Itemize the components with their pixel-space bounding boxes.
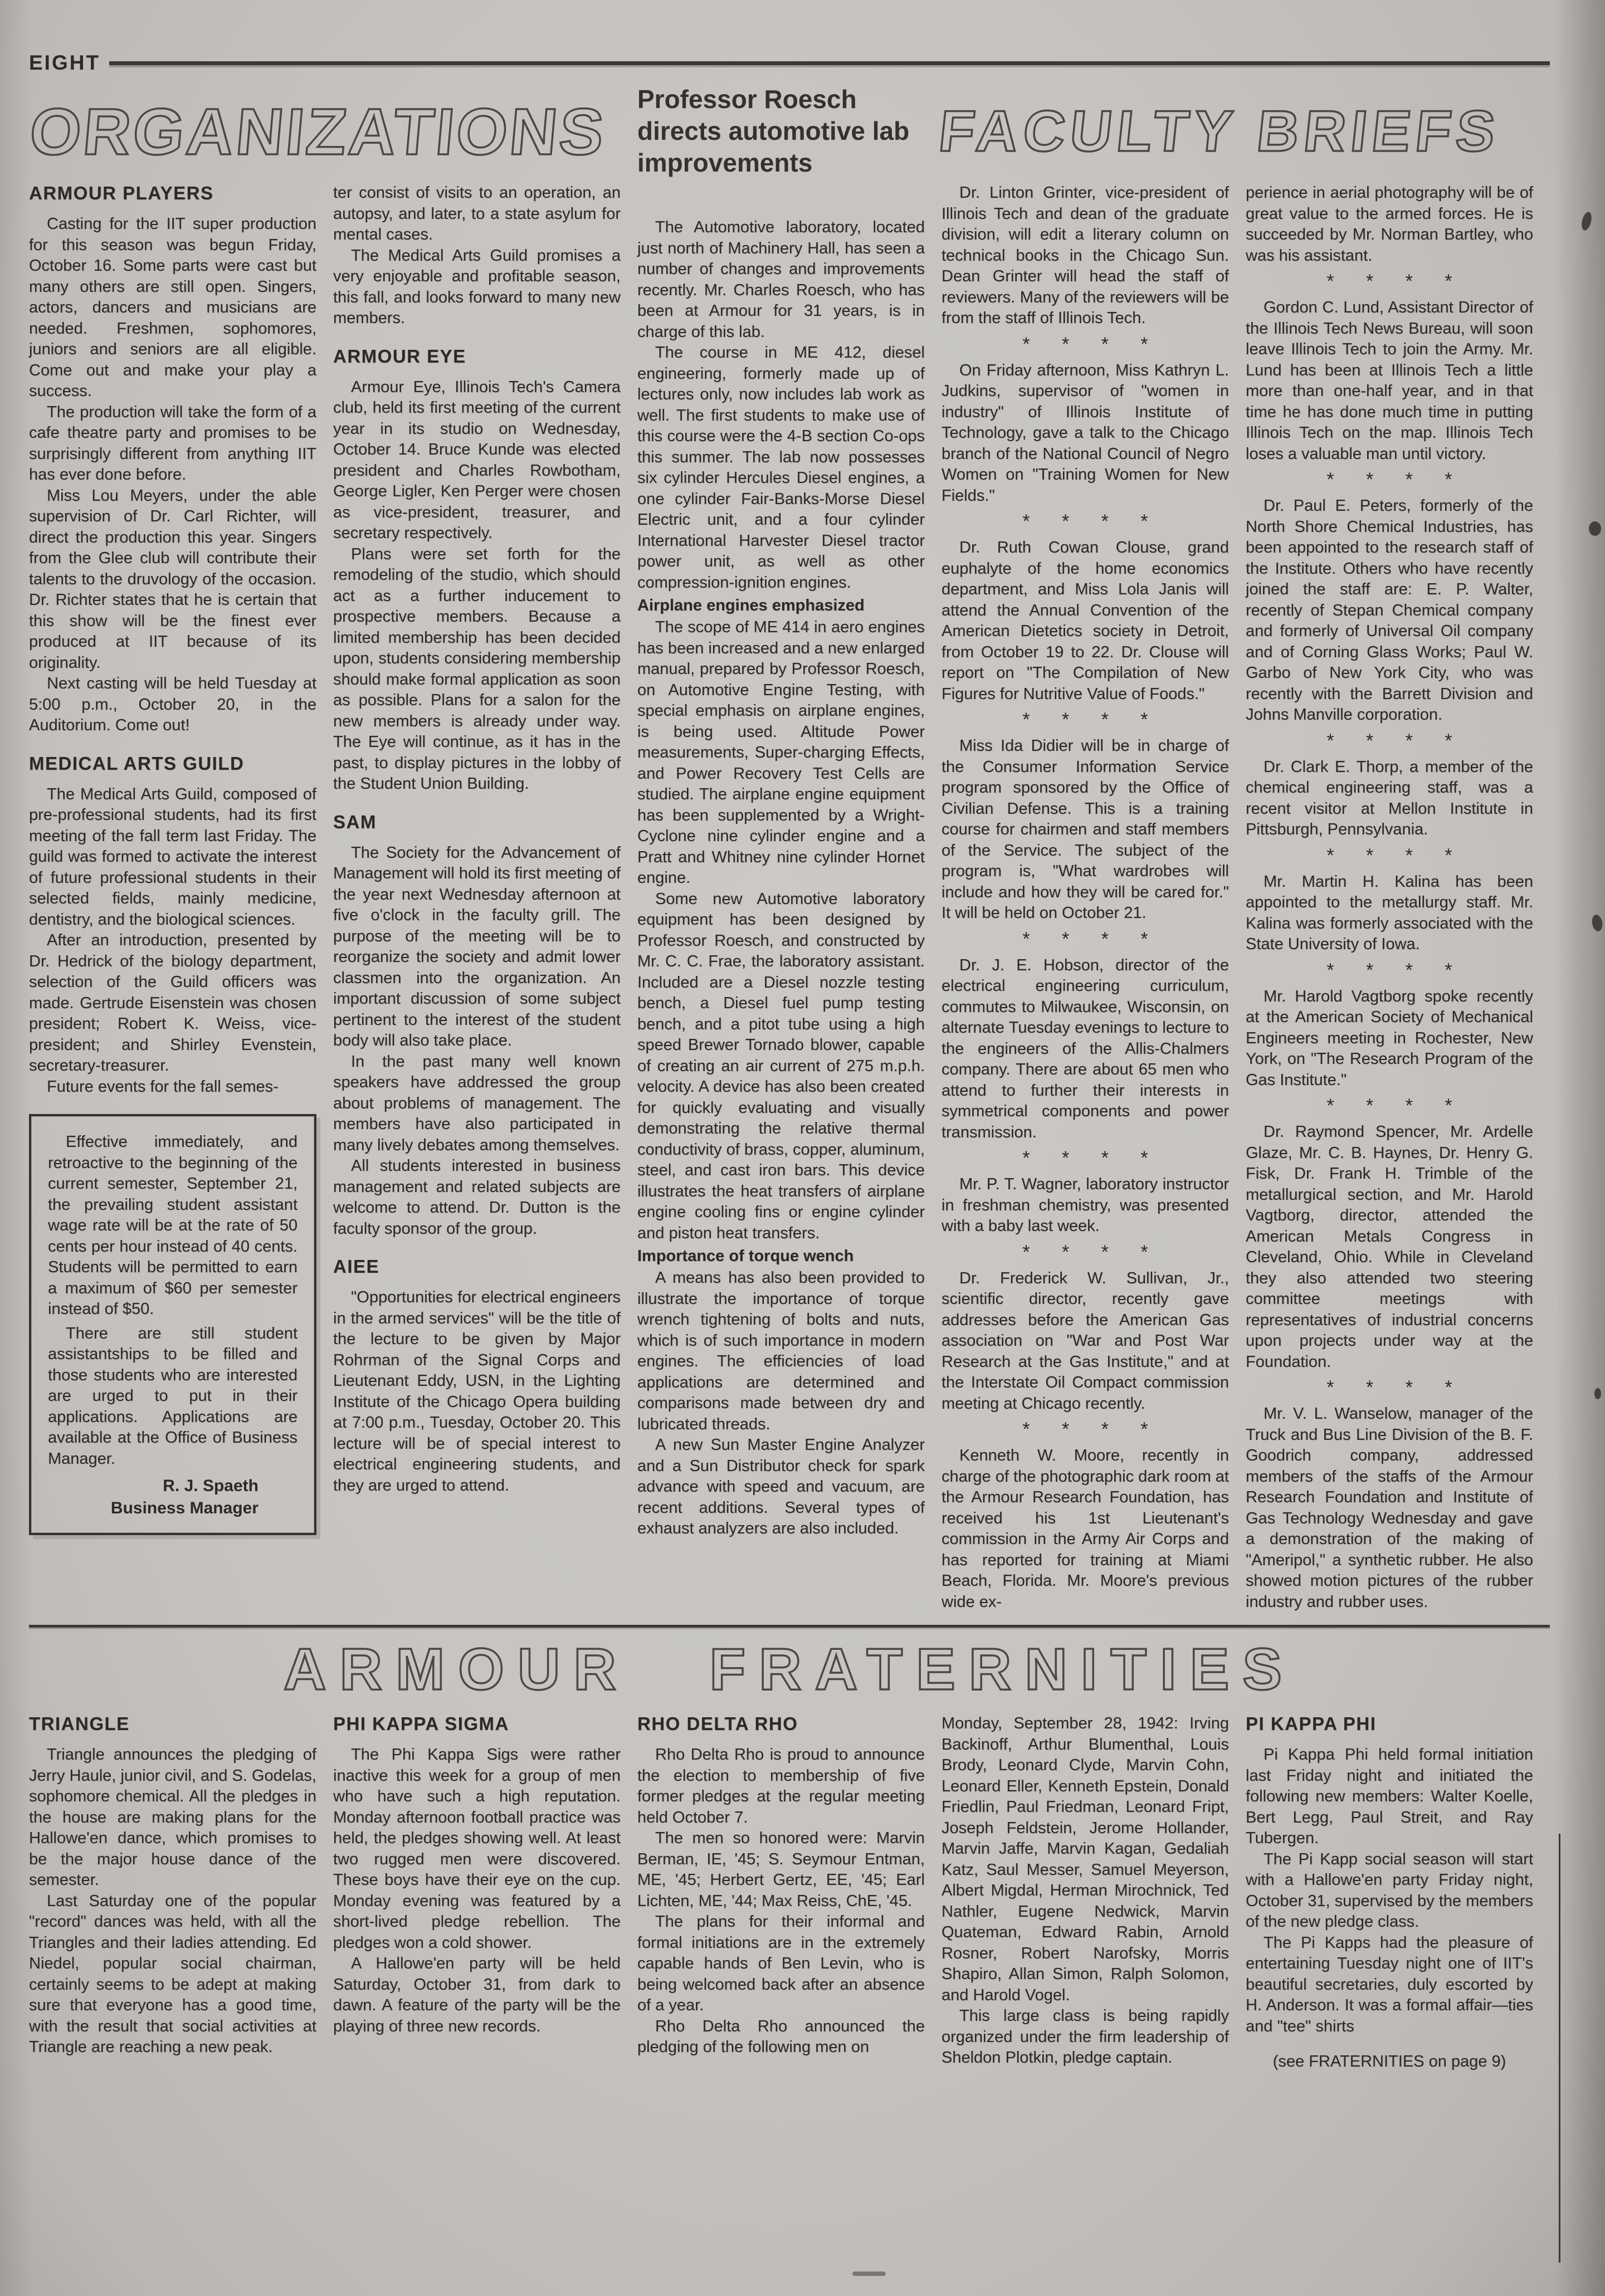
article-paragraph: All students interested in business management and related subjects are welcome to attend. Dr. Dutton is the faculty sponsor of the group.	[333, 1157, 621, 1238]
signature-line: R. J. Spaeth	[163, 1477, 258, 1495]
article-subheading: Airplane engines emphasized	[637, 597, 865, 614]
fraternities-headline-row	[29, 1636, 1550, 1702]
fraternities-phi-kappa-sigma-column	[333, 1713, 621, 2073]
article-paragraph: A new Sun Master Engine Analyzer and a Sun Distributor check for spark advance with speed and vacuum, are recent additions. Several types of exhaust analyzers are also included.	[637, 1436, 925, 1537]
stars-separator: * * * *	[1326, 469, 1452, 490]
article-paragraph: Plans were set forth for the remodeling of the studio, which should act as a further inducement to prospective members. Because a limited membership has been decided upon, students considering membership should make formal application as soon as possible. Plans for a salon for the new members is already under way. The Eye will continue, as it has in the past, to display pictures in the lobby of the Student Union Building.	[333, 545, 621, 793]
faculty-briefs-column-1	[941, 84, 1229, 1613]
binding-mark	[1594, 1388, 1601, 1399]
article-heading: PI KAPPA PHI	[1246, 1713, 1377, 1734]
article-paragraph: Miss Ida Didier will be in charge of the Consumer Information Service program sponsored by the Office of Civilian Defense. This is a training course for chairmen and staff members of the Service. The subject of the program is, "What wardrobes will include and how they will be cared for." It will be held on October 21.	[941, 737, 1229, 922]
binding-mark	[852, 2271, 886, 2276]
article-paragraph: This large class is being rapidly organized under the firm leadership of Sheldon Plotkin, pledge captain.	[941, 2007, 1229, 2067]
stars-separator: * * * *	[1326, 959, 1452, 981]
fraternities-section	[29, 1713, 1550, 2073]
organizations-column-1	[29, 84, 316, 1613]
fraternities-headline: ARMOUR FRATERNITIES	[284, 1636, 1295, 1702]
signature-line: Business Manager	[110, 1499, 258, 1517]
article-paragraph: Kenneth W. Moore, recently in charge of the photographic dark room at the Armour Research Foundation, has received his 1st Lieutenant's commission in the Army Air Corps and has reported for training at Miami Beach, Florida. Mr. Moore's previous wide ex-	[941, 1447, 1229, 1611]
article-paragraph: The Medical Arts Guild promises a very enjoyable and profitable season, this fall, and looks forward to many new members.	[333, 246, 621, 327]
article-paragraph: Casting for the IIT super production for this season was begun Friday, October 16. Some parts were cast but many others are still open. Singers, actors, dancers and musicians are needed. Freshmen, sophomores, juniors and seniors are all eligible. Come out and make your play a success.	[29, 215, 316, 400]
article-paragraph: In the past many well known speakers have addressed the group about problems of management. The members have also participated in many lively debates among themselves.	[333, 1052, 621, 1154]
article-paragraph: Gordon C. Lund, Assistant Director of the Illinois Tech News Bureau, will soon leave Illinois Tech to join the Army. Mr. Lund has been at Illinois Tech a little more than one-half year, and in that time he has done much time in putting Illinois Tech on the map. Illinois Tech loses a valuable man until victory.	[1246, 299, 1533, 463]
article-paragraph: Rho Delta Rho is proud to announce the election to membership of five former pledges at the regular meeting held October 7.	[637, 1746, 925, 1826]
automotive-lab-column	[637, 84, 925, 1613]
article-paragraph: Some new Automotive laboratory equipment has been designed by Professor Roesch, and constructed by Mr. C. C. Frae, the laboratory assistant. Included are a Diesel nozzle testing bench, a Diesel fuel pump testing bench, and a pitot tube using a high speed Brewer Tornado blower, capable of creating an air current of 275 m.p.h. velocity. A device has also been created for quickly evaluating and visually demonstrating the relative thermal conductivity of brass, copper, aluminum, steel, and cast iron bars. This device illustrates the heat transfers of airplane engine cooling fins or engine cylinder and piston heat transfers.	[637, 890, 925, 1242]
faculty-briefs-column-2	[1246, 84, 1533, 1613]
binding-mark	[1591, 914, 1604, 932]
article-heading: ARMOUR EYE	[333, 345, 466, 367]
article-paragraph: Last Saturday one of the popular "record" dances was held, with all the Triangles and their ladies attending. Ed Niedel, popular social chairman, certainly seems to be adept at making sure that everyone has a good time, with the result that social activities at Triangle are reaching a new peak.	[29, 1892, 316, 2056]
article-heading: ARMOUR PLAYERS	[29, 183, 214, 203]
stars-separator: * * * *	[1326, 1377, 1452, 1398]
article-paragraph: Future events for the fall semes-	[47, 1077, 279, 1096]
article-paragraph: Triangle announces the pledging of Jerry Haule, junior civil, and S. Godelas, sophomore chemical. All the pledges in the house are making plans for the Hallowe'en dance, which promises to be the major house dance of the semester.	[29, 1746, 316, 1889]
article-paragraph: The scope of ME 414 in aero engines has been increased and a new enlarged manual, prepared by Professor Roesch, on Automotive Engine Testing, with special emphasis on airplane engines, is being used. Altitude Power measurements, Super-charging Effects, and Power Recovery Test Cells are studied. The airplane engine equipment has been supplemented by a Wright-Cyclone nine cylinder engine and a Pratt and Whitney nine cylinder Hornet engine.	[637, 618, 925, 887]
student-assistant-wage-notice	[29, 1114, 316, 1535]
article-paragraph: Mr. Harold Vagtborg spoke recently at the American Society of Mechanical Engineers meeting in Rochester, New York, on "The Research Program of the Gas Institute."	[1246, 987, 1533, 1089]
article-paragraph: The Automotive laboratory, located just north of Machinery Hall, has seen a number of changes and improvements recently. Mr. Charles Roesch, who has been at Armour for 31 years, is in charge of this lab.	[637, 218, 925, 341]
article-paragraph: The Society for the Advancement of Management will hold its first meeting of the year next Wednesday afternoon at five o'clock in the faculty grill. The purpose of the meeting will be to reorganize the society and admit lower classmen into the organization. An important discussion of some subject pertinent to the interest of the student body will also take place.	[333, 843, 621, 1049]
article-paragraph: After an introduction, presented by Dr. Hedrick of the biology department, selection of the Guild officers was made. Gertrude Eisenstein was chosen president; Robert K. Weiss, vice-president; and Shirley Evenstein, secretary-treasurer.	[29, 931, 316, 1074]
article-paragraph: A Hallowe'en party will be held Saturday, October 31, from dark to dawn. A feature of the party will be the playing of three new records.	[333, 1955, 621, 2035]
organizations-headline: ORGANIZATIONS	[27, 95, 609, 169]
folio-row	[29, 48, 1550, 78]
article-heading: RHO DELTA RHO	[637, 1713, 798, 1734]
stars-separator: * * * *	[1326, 844, 1452, 866]
article-paragraph: Dr. Paul E. Peters, formerly of the North Shore Chemical Industries, has been appointed to the research staff of the Institute. Others who have recently joined the staff are: E. P. Walter, recently of Stepan Chemical company and formerly of Universal Oil company and of Corning Glass Works; Paul W. Garbo of New York City, who was recently with the Barrett Division and Johns Manville corporation.	[1246, 497, 1533, 724]
faculty-briefs-headline: FACULTY BRIEFS	[935, 99, 1504, 164]
article-paragraph: A means has also been provided to illustrate the importance of torque wrench tightening of bolts and nuts, which is of such importance in modern engines. The efficiencies of load applications are determined and comparisons made between dry and lubricated threads.	[637, 1269, 925, 1433]
article-paragraph: Dr. Frederick W. Sullivan, Jr., scientific director, recently gave addresses before the American Gas association on "War and Post War Research at the Gas Institute," and at the Interstate Oil Compact commission meeting at Chicago recently.	[941, 1269, 1229, 1413]
article-paragraph: The Pi Kapps had the pleasure of entertaining Tuesday night one of IIT's beautiful secretaries, duly escorted by H. Anderson. It was a formal affair—ties and "tee" shirts	[1246, 1933, 1533, 2035]
stars-separator: * * * *	[1022, 1147, 1148, 1169]
article-paragraph: Dr. Ruth Cowan Clouse, grand euphalyte of the home economics department, and Miss Lola Janis will attend the Annual Convention of the American Dietetics society in Detroit, from October 19 to 22. Dr. Clouse will report on "The Compilation of New Figures for Nutritive Value of Foods."	[941, 539, 1229, 703]
article-heading: PHI KAPPA SIGMA	[333, 1713, 509, 1734]
article-paragraph: Rho Delta Rho announced the pledging of the following men on	[637, 2017, 925, 2056]
notice-paragraph: Effective immediately, and retroactive to the beginning of the current semester, September 21, the prevailing student assistant wage rate will be at the rate of 50 cents per hour instead of 40 cents. Students will be permitted to earn a maximum of $60 per semester instead of $50.	[48, 1133, 297, 1318]
fraternities-rho-delta-rho-column	[637, 1713, 925, 2073]
roesch-article-headline: Professor Roesch directs automotive lab improvements	[637, 85, 910, 177]
article-paragraph: Mr. V. L. Wanselow, manager of the Truck and Bus Line Division of the B. F. Goodrich company, addressed members of the staffs of the Armour Research Foundation and Institute of Gas Technology Wednesday and gave a demonstration of the making of "Ameripol," a synthetic rubber. He also showed motion pictures of the rubber industry and rubber uses.	[1246, 1405, 1533, 1611]
article-paragraph: Pi Kappa Phi held formal initiation last Friday night and initiated the following new members: Walter Koelle, Bert Legg, Paul Streit, and Ray Tubergen.	[1246, 1746, 1533, 1847]
stars-separator: * * * *	[1022, 1241, 1148, 1263]
article-paragraph: Dr. Linton Grinter, vice-president of Illinois Tech and dean of the graduate division, will edit a literary column on technical books in the Chicago Sun. Dean Grinter will head the staff of reviewers. Many of the reviewers will be from the staff of Illinois Tech.	[941, 184, 1229, 327]
stars-separator: * * * *	[1022, 333, 1148, 355]
article-paragraph: The production will take the form of a cafe theatre party and promises to be surprisingly different from anything IIT has ever done before.	[29, 403, 316, 483]
notice-signature	[48, 1475, 297, 1520]
article-paragraph: ter consist of visits to an operation, an autopsy, and later, to a state asylum for mental cases.	[333, 184, 621, 243]
article-paragraph: Armour Eye, Illinois Tech's Camera club, held its first meeting of the current year in its studio on Wednesday, October 14. Bruce Kunde was elected president and Charles Rowbotham, George Ligler, Ken Perger were chosen as vice-president, treasurer, and secretary respectively.	[333, 378, 621, 542]
fraternities-pi-kappa-phi-column	[1246, 1713, 1533, 2073]
article-paragraph: On Friday afternoon, Miss Kathryn L. Judkins, supervisor of "women in industry" of Illinois Institute of Technology, gave a talk to the Chicago branch of the National Council of Negro Women on "Training Women for New Fields."	[941, 361, 1229, 505]
article-paragraph: Dr. J. E. Hobson, director of the electrical engineering curriculum, commutes to Milwaukee, Wisconsin, on alternate Tuesday evenings to lecture to the engineers of the Allis-Chalmers company. There are about 65 men who attend to further their interests in symmetrical components and power transmission.	[941, 956, 1229, 1141]
stars-separator: * * * *	[1022, 1419, 1148, 1440]
organizations-column-2	[333, 84, 621, 1613]
fraternities-divider-rule	[29, 1625, 1550, 1628]
notice-paragraph: There are still student assistantships to be filled and those students who are interested are urged to put in their applications. Applications are available at the Office of Business Manager.	[48, 1324, 297, 1468]
binding-mark	[1580, 211, 1593, 232]
article-paragraph: Mr. Martin H. Kalina has been appointed to the metallurgy staff. Mr. Kalina was formerly associated with the State University of Iowa.	[1246, 872, 1533, 953]
article-heading: MEDICAL ARTS GUILD	[29, 753, 245, 774]
article-paragraph: The men so honored were: Marvin Berman, IE, '45; S. Seymour Entman, ME, '45; Herbert Gertz, EE, '45; Earl Lichten, ME, '44; Max Reiss, ChE, '45.	[637, 1829, 925, 1910]
article-paragraph: Dr. Clark E. Thorp, a member of the chemical engineering staff, was a recent visitor at Mellon Institute in Pittsburgh, Pennsylvania.	[1246, 758, 1533, 838]
main-section	[29, 84, 1550, 1613]
article-subheading: Importance of torque wench	[637, 1247, 854, 1265]
fraternities-pledge-names-column	[941, 1713, 1229, 2073]
stars-separator: * * * *	[1326, 1095, 1452, 1116]
article-paragraph: Miss Lou Meyers, under the able supervision of Dr. Carl Richter, will direct the production this year. Singers from the Glee club will contribute their talents to the druvology of the occasion. Dr. Richter states that he is certain that this show will be the finest ever produced at IIT because of its originality.	[29, 486, 316, 672]
article-paragraph: Monday, September 28, 1942: Irving Backinoff, Arthur Blumenthal, Louis Brody, Leonard Clyde, Marvin Cohn, Leonard Eller, Kenneth Epstein, Donald Friedlin, Paul Friedman, Leonard Fript, Joseph Feldstein, Jerome Hollander, Marvin Jaffe, Marvin Kagan, Gedaliah Katz, Saul Messer, Samuel Meyerson, Albert Migdal, Herman Mirochnick, Ted Nathler, Eugene Nedwick, Marvin Quateman, Edward Rabin, Arnold Rosner, Robert Narofsky, Morris Shapiro, Allan Simon, Ralph Solomon, and Harold Vogel.	[941, 1714, 1229, 2004]
article-paragraph: "Opportunities for electrical engineers in the armed services" will be the title of the lecture to be given by Major Rohrman of the Signal Corps and Lieutenant Eddy, USN, in the Lighting Institute of the Chicago Opera building at 7:00 p.m., Tuesday, October 20. This lecture will be of special interest to electrical engineering students, and they are urged to attend.	[333, 1288, 621, 1494]
article-paragraph: Mr. P. T. Wagner, laboratory instructor in freshman chemistry, was presented with a baby last week.	[941, 1175, 1229, 1235]
article-heading: AIEE	[333, 1256, 380, 1277]
article-paragraph: The Medical Arts Guild, composed of pre-professional students, had its first meeting of the fall term last Friday. The guild was formed to activate the interest of future professional students in their selected fields, mainly medicine, dentistry, and the biological sciences.	[29, 785, 316, 929]
stars-separator: * * * *	[1022, 928, 1148, 950]
fraternities-triangle-column	[29, 1713, 316, 2073]
binding-mark	[1589, 521, 1601, 536]
article-paragraph: Next casting will be held Tuesday at 5:00 p.m., October 20, in the Auditorium. Come out!	[29, 675, 316, 734]
right-edge-rule	[1559, 1834, 1560, 2263]
stars-separator: * * * *	[1326, 730, 1452, 751]
page-content	[29, 48, 1550, 2073]
stars-separator: * * * *	[1022, 709, 1148, 730]
page-number: EIGHT	[29, 51, 101, 74]
article-paragraph: perience in aerial photography will be of great value to the armed forces. He is succeeded by Mr. Norman Bartley, who was his assistant.	[1246, 184, 1533, 265]
article-paragraph: The Phi Kappa Sigs were rather inactive this week for a group of men who have such a high reputation. Monday afternoon football practice was held, the pledges showing well. At least two rugged men were discovered. These boys have their eye on the cup. Monday evening was featured by a short-lived pledge rebellion. The pledges won a cold shower.	[333, 1746, 621, 1952]
article-paragraph: The plans for their informal and formal initiations are in the extremely capable hands of Ben Levin, who is being welcomed back after an absence of a year.	[637, 1913, 925, 2014]
stars-separator: * * * *	[1022, 511, 1148, 532]
continuation-note: (see FRATERNITIES on page 9)	[1272, 2053, 1506, 2070]
article-paragraph: The Pi Kapp social season will start with a Hallowe'en party Friday night, October 31, supervised by the members of the new pledge class.	[1246, 1850, 1533, 1931]
article-heading: TRIANGLE	[29, 1713, 130, 1734]
article-paragraph: The course in ME 412, diesel engineering, formerly made up of lectures only, now includes lab work as well. The first students to make use of this course were the 4-B section Co-ops this summer. The lab now possesses six cylinder Hercules Diesel engines, a one cylinder Fair-Banks-Morse Diesel Electric unit, and a four cylinder International Harvester Diesel tractor power unit, as well as other compression-ignition engines.	[637, 344, 925, 592]
stars-separator: * * * *	[1326, 271, 1452, 292]
article-heading: SAM	[333, 811, 377, 832]
article-paragraph: Dr. Raymond Spencer, Mr. Ardelle Glaze, Mr. C. B. Haynes, Dr. Henry G. Fisk, Dr. Frank H. Trimble of the metallurgical section, and Mr. Harold Vagtborg, director, attended the American Metals Congress in Cleveland, Ohio. While in Cleveland they also attended two steering committee meetings with representatives of industrial concerns upon projects under way at the Foundation.	[1246, 1123, 1533, 1371]
top-rule	[109, 61, 1550, 65]
